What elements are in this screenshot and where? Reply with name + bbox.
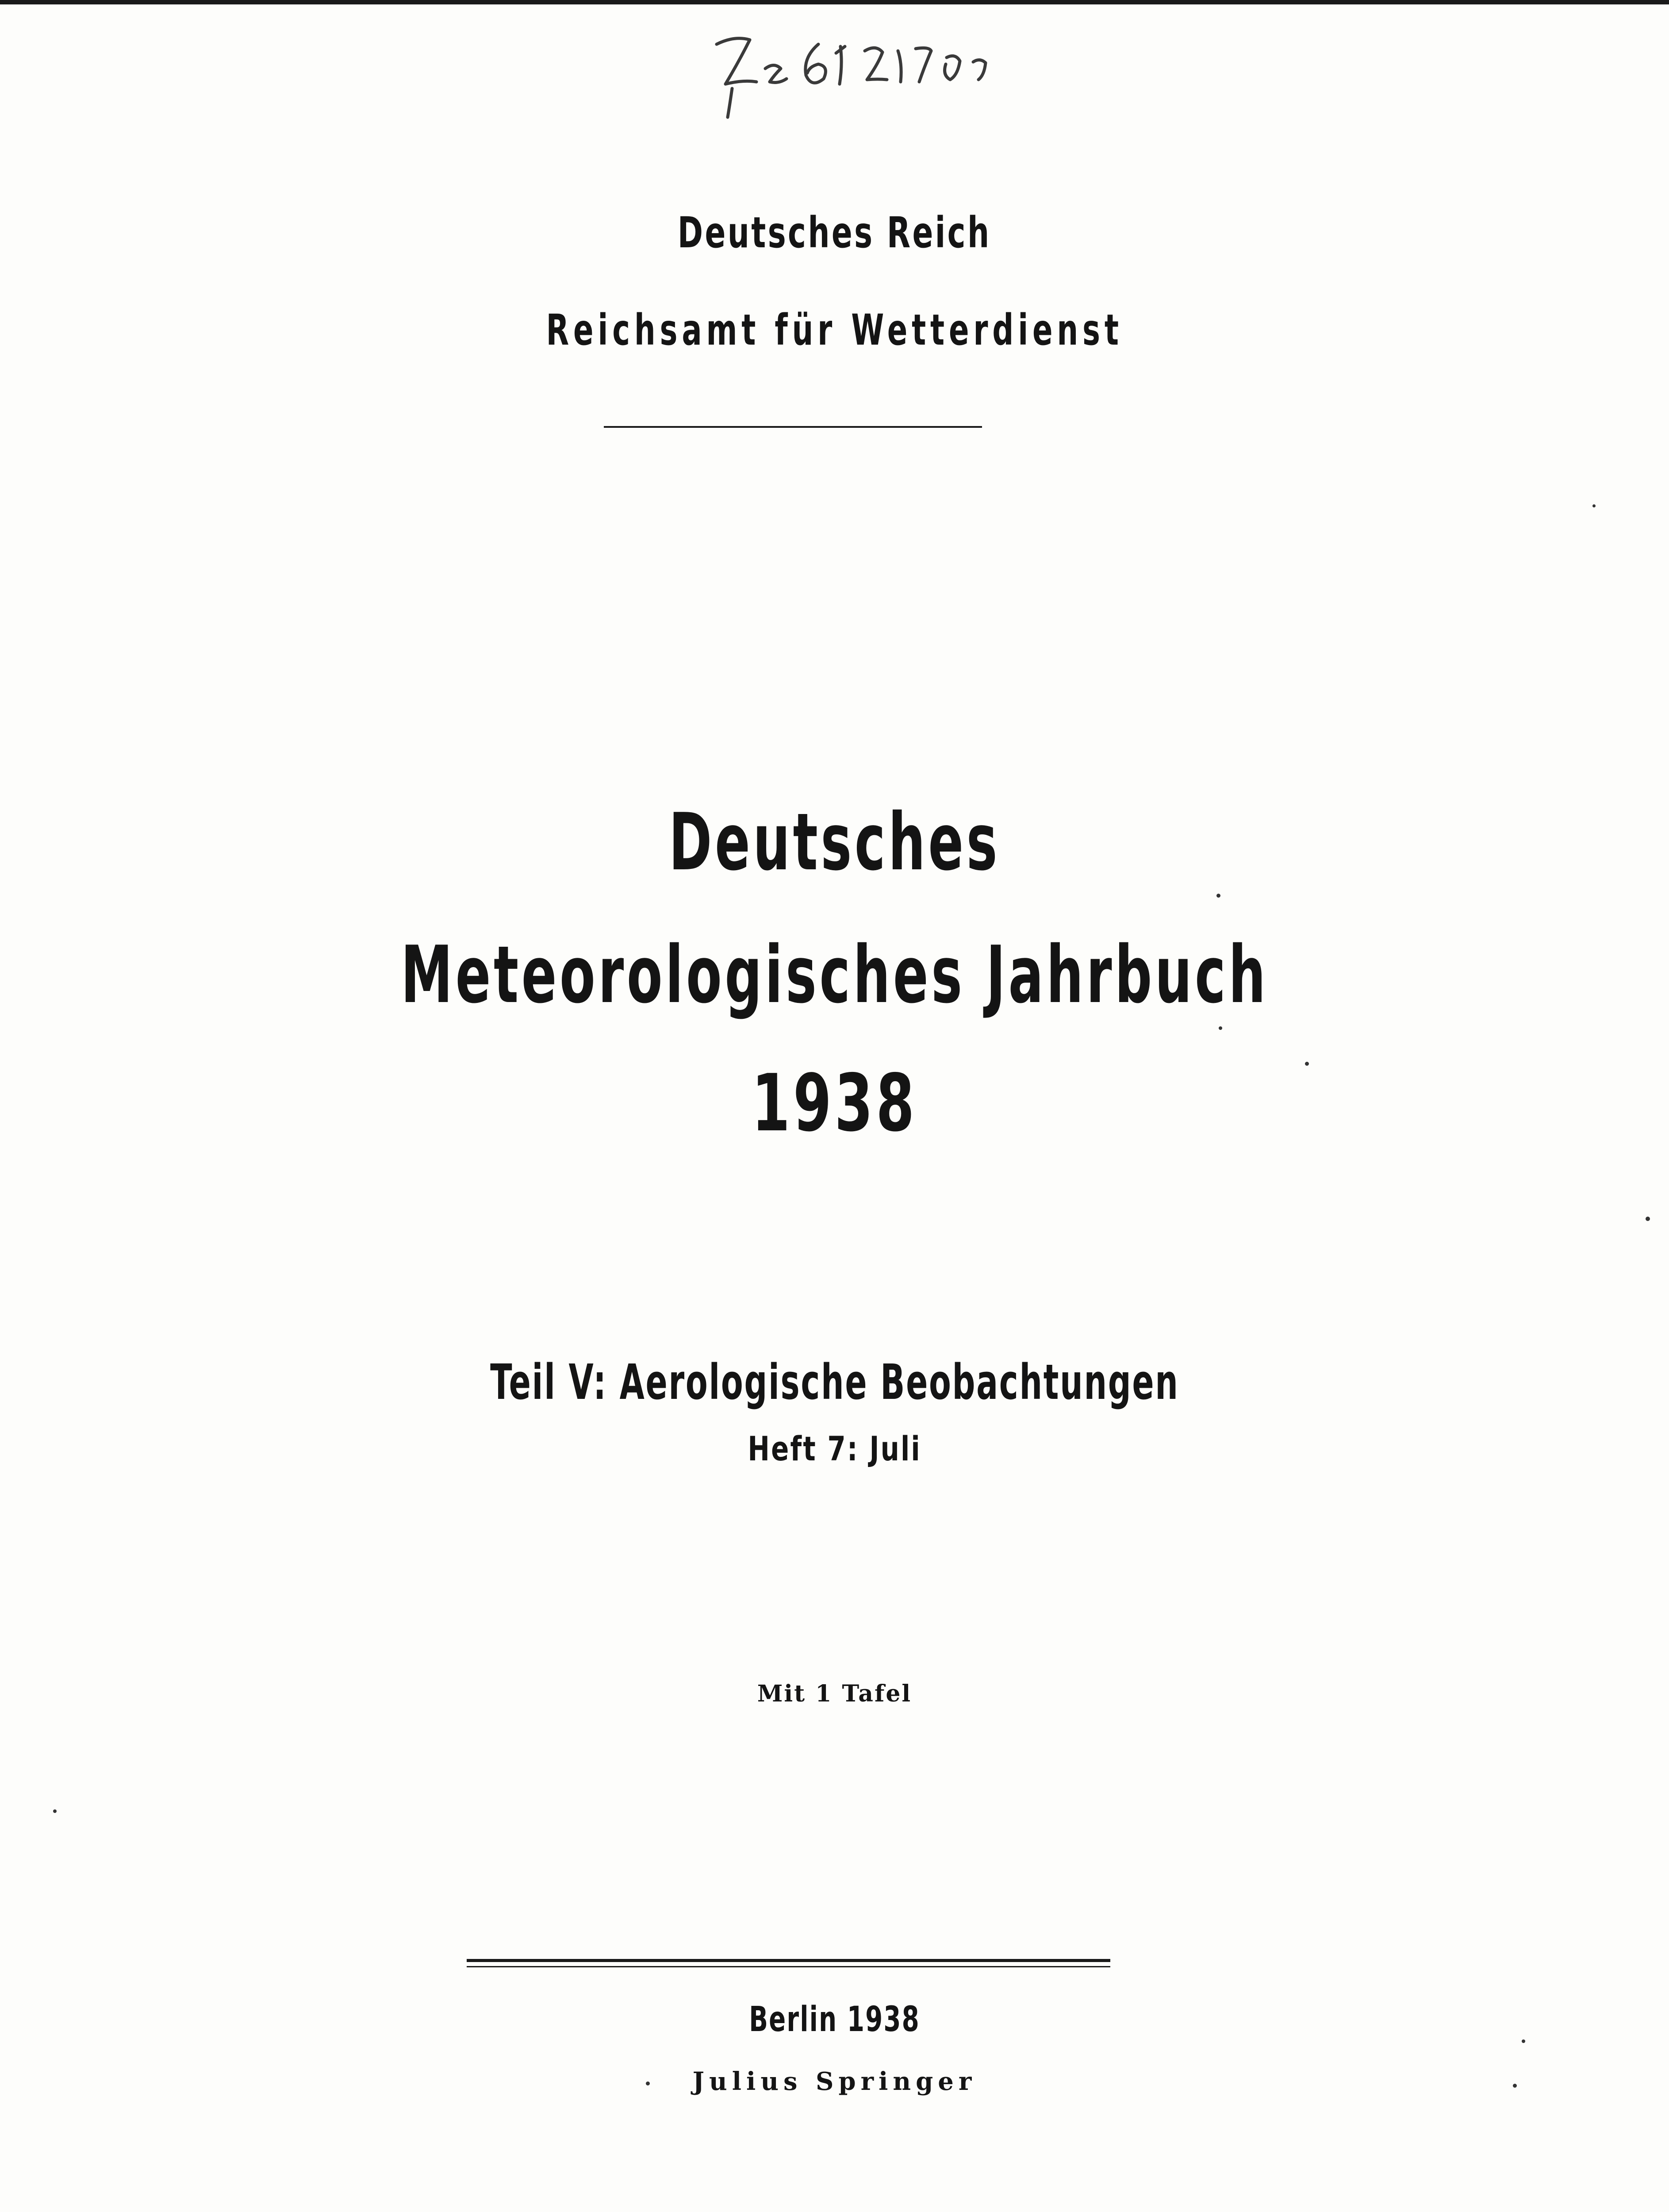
imprint-rule-thick [467,1959,1110,1962]
plates-line [0,1680,1669,1707]
header-line-2 [0,305,1669,355]
handwritten-shelfmark [708,27,1009,128]
imprint-publisher [0,2067,1669,2096]
imprint-place-year [0,2000,1669,2039]
scan-speck [1513,2084,1517,2088]
scan-speck [53,1809,57,1813]
imprint-rule-thin [467,1966,1110,1967]
header-text-reich: Deutsches Reich [678,208,991,257]
header-line-1 [0,208,1669,257]
scan-top-edge [0,0,1669,4]
header-text-reichsamt: Reichsamt für Wetterdienst [546,305,1123,355]
issue-text: Heft 7: Juli [748,1429,921,1468]
issue-line [0,1429,1669,1468]
title-deutsches: Deutsches [668,796,1001,888]
scan-speck [1219,1026,1222,1030]
scan-speck [1646,1217,1650,1221]
scan-speck [1305,1062,1309,1066]
scan-speck [1592,504,1596,507]
scan-speck [1522,2039,1525,2043]
imprint-place-year-text: Berlin 1938 [749,2000,920,2039]
header-divider [604,426,982,428]
scan-speck [646,2081,650,2085]
part-title [0,1354,1669,1410]
imprint-publisher-text: Julius Springer [692,2067,977,2096]
scan-speck [1216,894,1220,898]
title-line-1 [0,796,1669,888]
plates-text: Mit 1 Tafel [757,1680,912,1707]
title-year-text: 1938 [752,1057,917,1149]
title-line-2 [0,929,1669,1021]
title-jahrbuch: Meteorologisches Jahrbuch [400,929,1269,1021]
title-year [0,1057,1669,1149]
part-title-text: Teil V: Aerologische Beobachtungen [490,1354,1179,1410]
